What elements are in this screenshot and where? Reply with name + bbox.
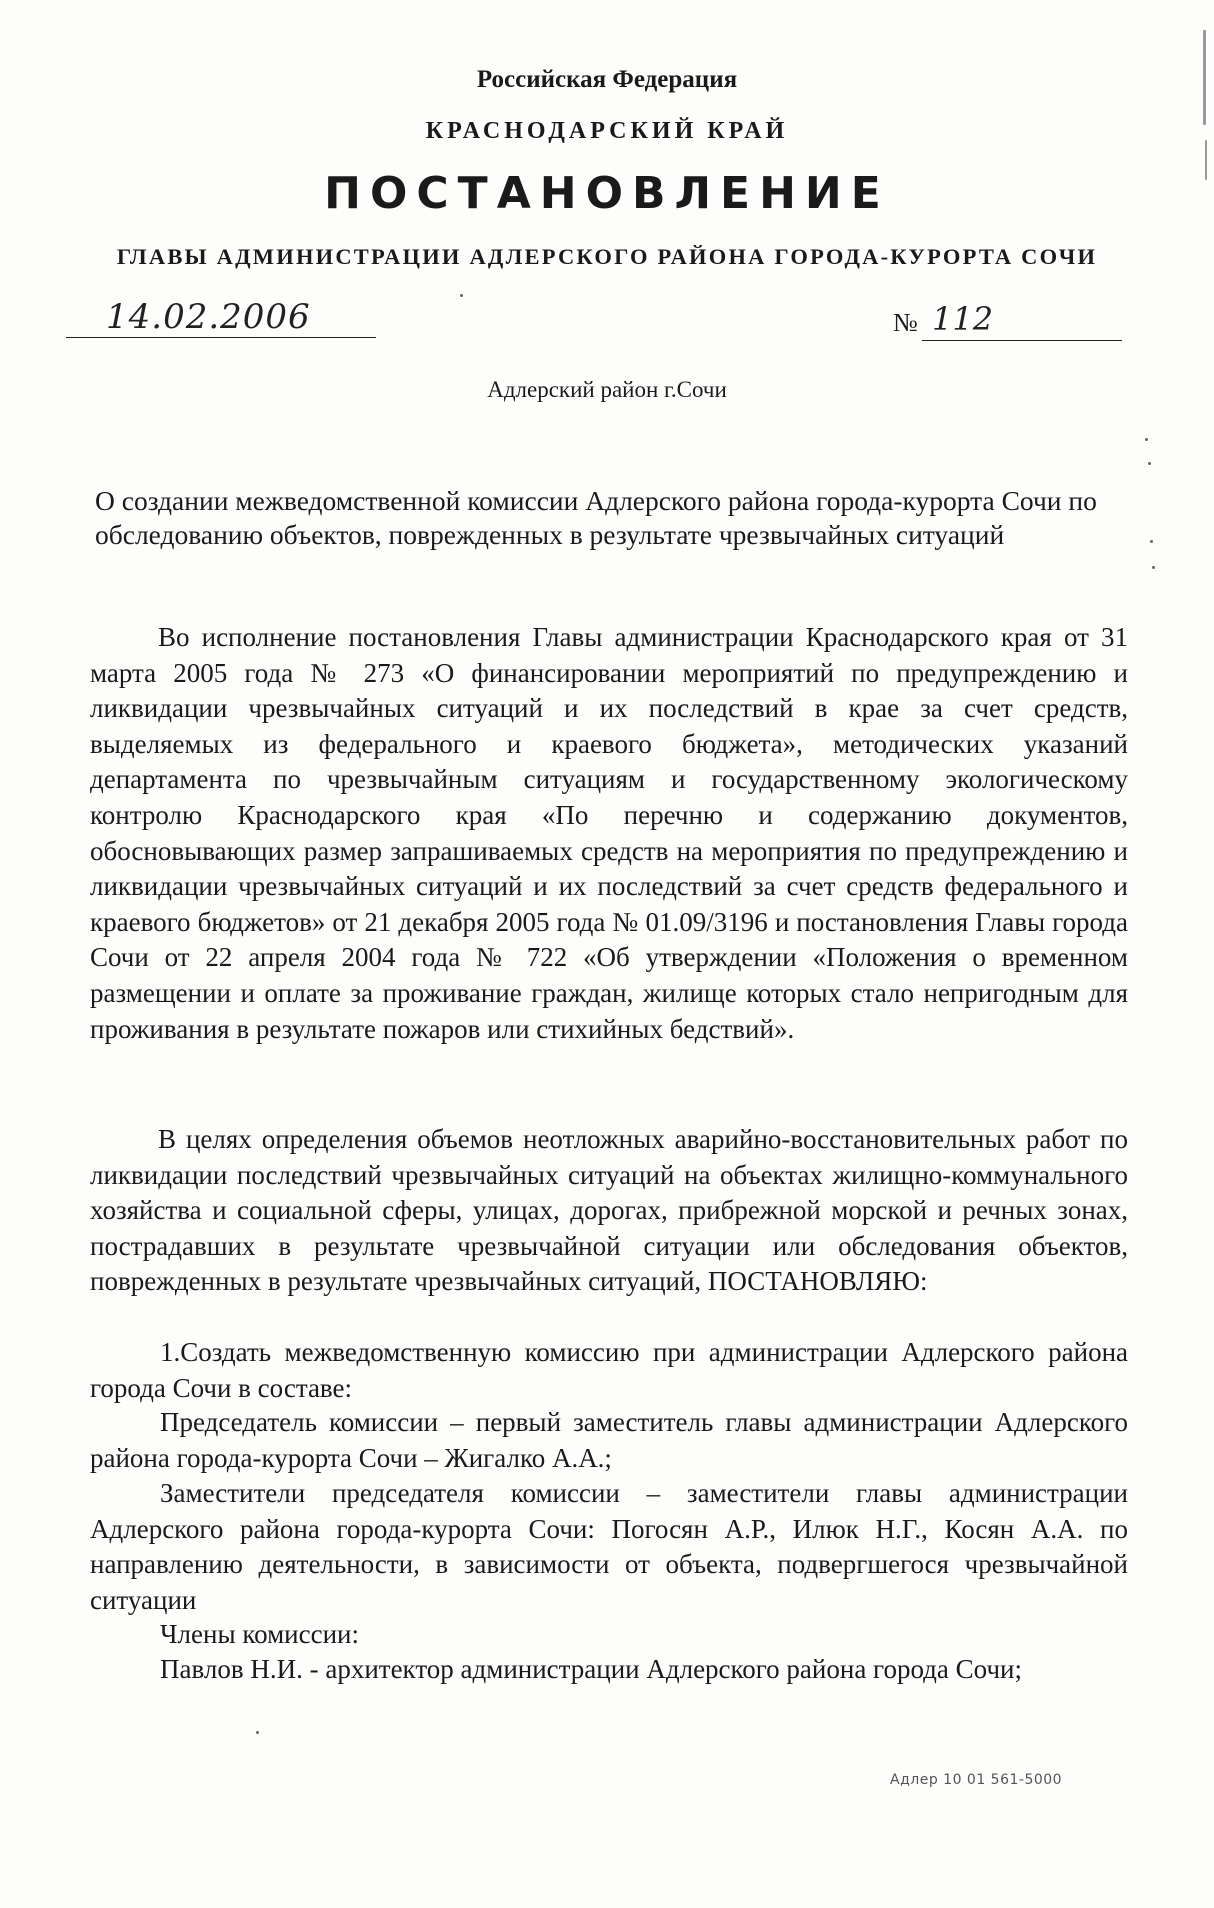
issuer-name: ГЛАВЫ АДМИНИСТРАЦИИ АДЛЕРСКОГО РАЙОНА ГОРОДА-КУРОРТА СОЧИ <box>116 244 1098 269</box>
scan-speck <box>1145 438 1148 441</box>
number-label: № <box>893 308 918 337</box>
paragraph-deputies: Заместители председателя комиссии – заместители главы администрации Адлерского района города-курорта Сочи: Погосян А.Р., Илюк Н.Г., Косян А.А. по направлению деятельности, в зависимости от объекта, подвергшегося чрезвычайной ситуации <box>90 1478 1128 1615</box>
scan-speck <box>1150 540 1153 543</box>
document-type: ПОСТАНОВЛЕНИЕ <box>324 168 890 219</box>
document-subject: О создании межведомственной комиссии Адлерского района города-курорта Сочи по обследованию объектов, поврежденных в результате чрезвычайных ситуаций <box>95 485 1097 550</box>
region-name: КРАСНОДАРСКИЙ КРАЙ <box>425 118 789 144</box>
paragraph-item-1: 1.Создать межведомственную комиссию при администрации Адлерского района города Сочи в составе: <box>90 1337 1128 1403</box>
scan-speck <box>1148 462 1151 465</box>
handwritten-number: 112 <box>932 300 994 338</box>
paragraph-members-heading: Члены комиссии: <box>160 1619 359 1649</box>
scan-speck <box>256 1731 259 1734</box>
paragraph-chairman: Председатель комиссии – первый заместитель главы администрации Адлерского района города-курорта Сочи – Жигалко А.А.; <box>90 1407 1128 1473</box>
scan-speck <box>1152 566 1155 569</box>
scan-speck <box>460 294 463 297</box>
country-name: Российская Федерация <box>476 66 738 93</box>
date-field <box>66 297 376 338</box>
number-field <box>922 300 1122 341</box>
paragraph-purpose: В целях определения объемов неотложных аварийно-восстановительных работ по ликвидации последствий чрезвычайных ситуаций на объектах жилищно-коммунального хозяйства и социальной сферы, улицах, дорогах, прибрежной морской и речных зонах, пострадавших в результате чрезвычайной ситуации или обследования объектов, поврежденных в результате чрезвычайных ситуаций, ПОСТАНОВЛЯЮ: <box>90 1124 1128 1297</box>
footer-stamp-code: Адлер 10 01 561-5000 <box>890 1772 1063 1788</box>
paragraph-preamble: Во исполнение постановления Главы администрации Краснодарского края от 31 марта 2005 года № 273 «О финансировании мероприятий по предупреждению и ликвидации чрезвычайных ситуаций и их последствий в крае за счет средств, выделяемых из федерального и краевого бюджета», методических указаний департамента по чрезвычайным ситуациям и государственному экологическому контролю Краснодарского края «По перечню и содержанию документов, обосновывающих размер запрашиваемых средств на мероприятия по предупреждению и ликвидации чрезвычайных ситуаций и их последствий за счет средств федерального и краевого бюджетов» от 21 декабря 2005 года № 01.09/3196 и постановления Главы города Сочи от 22 апреля 2004 года № 722 «Об утверждении «Положения о временном размещении и оплате за проживание граждан, жилище которых стало непригодным для проживания в результате пожаров или стихийных бедствий». <box>90 622 1128 1044</box>
paragraph-member-pavlov: Павлов Н.И. - архитектор администрации Адлерского района города Сочи; <box>160 1654 1022 1684</box>
handwritten-date: 14.02.2006 <box>106 297 311 337</box>
place-of-issue: Адлерский район г.Сочи <box>487 377 727 402</box>
